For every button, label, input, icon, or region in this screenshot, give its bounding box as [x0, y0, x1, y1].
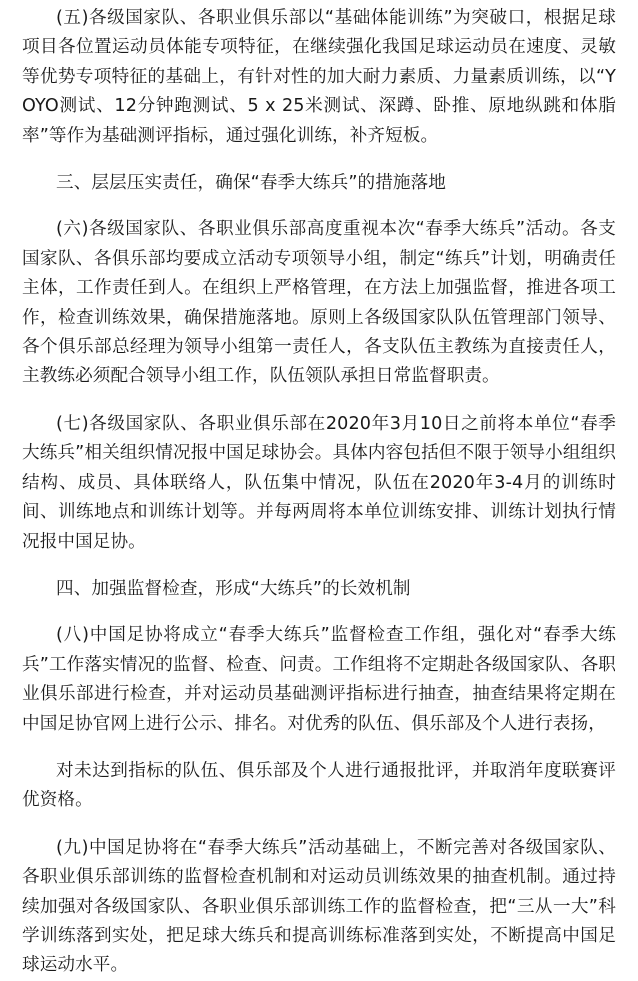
- paragraph-9-mechanism: (九)中国足协将在“春季大练兵”活动基础上，不断完善对各级国家队、各职业俱乐部训练的监督检查机制和对运动员训练效果的抽查机制。通过持续加强对各级国家队、各职业俱乐部训练工作的监督检查，把“三从一大”科学训练落到实处，把足球大练兵和提高训练标准落到实处，不断提高中国足球运动水平。: [22, 837, 616, 976]
- paragraph-6-leadership: (六)各级国家队、各职业俱乐部高度重视本次“春季大练兵”活动。各支国家队、各俱乐部均要成立活动专项领导小组，制定“练兵”计划，明确责任主体，工作责任到人。在组织上严格管理，在方法上加强监督，推进各项工作，检查训练效果，确保措施落地。原则上各级国家队队伍管理部门领导、各个俱乐部总经理为领导小组第一责任人，各支队伍主教练为直接责任人，主教练必须配合领导小组工作，队伍领队承担日常监督职责。: [22, 219, 616, 387]
- section-heading-4: 四、加强监督检查，形成“大练兵”的长效机制: [56, 578, 411, 599]
- section-heading-3: 三、层层压实责任，确保“春季大练兵”的措施落地: [56, 173, 447, 194]
- paragraph-5-basic-fitness: (五)各级国家队、各职业俱乐部以“基础体能训练”为突破口，根据足球项目各位置运动员体能专项特征，在继续强化我国足球运动员在速度、灵敏等优势专项特征的基础上，有针对性的加大耐力素质、力量素质训练，以“YOYO测试、12分钟跑测试、5 x 25米测试、深蹲、卧推、原地纵跳和体脂率”等作为基础测评指标，通过强化训练，补齐短板。: [22, 8, 616, 146]
- paragraph-8-supervision: (八)中国足协将成立“春季大练兵”监督检查工作组，强化对“春季大练兵”工作落实情况的监督、检查、问责。工作组将不定期赴各级国家队、各职业俱乐部进行检查，并对运动员基础测评指标进行抽查，抽查结果将定期在中国足协官网上进行公示、排名。对优秀的队伍、俱乐部及个人进行表扬，: [22, 625, 616, 734]
- paragraph-8-continued: 对未达到指标的队伍、俱乐部及个人进行通报批评，并取消年度联赛评优资格。: [22, 760, 616, 811]
- paragraph-7-reporting: (七)各级国家队、各职业俱乐部在2020年3月10日之前将本单位“春季大练兵”相关组织情况报中国足球协会。具体内容包括但不限于领导小组组织结构、成员、具体联络人，队伍集中情况，队伍在2020年3-4月的训练时间、训练地点和训练计划等。并每两周将本单位训练安排、训练计划执行情况报中国足协。: [22, 413, 616, 552]
